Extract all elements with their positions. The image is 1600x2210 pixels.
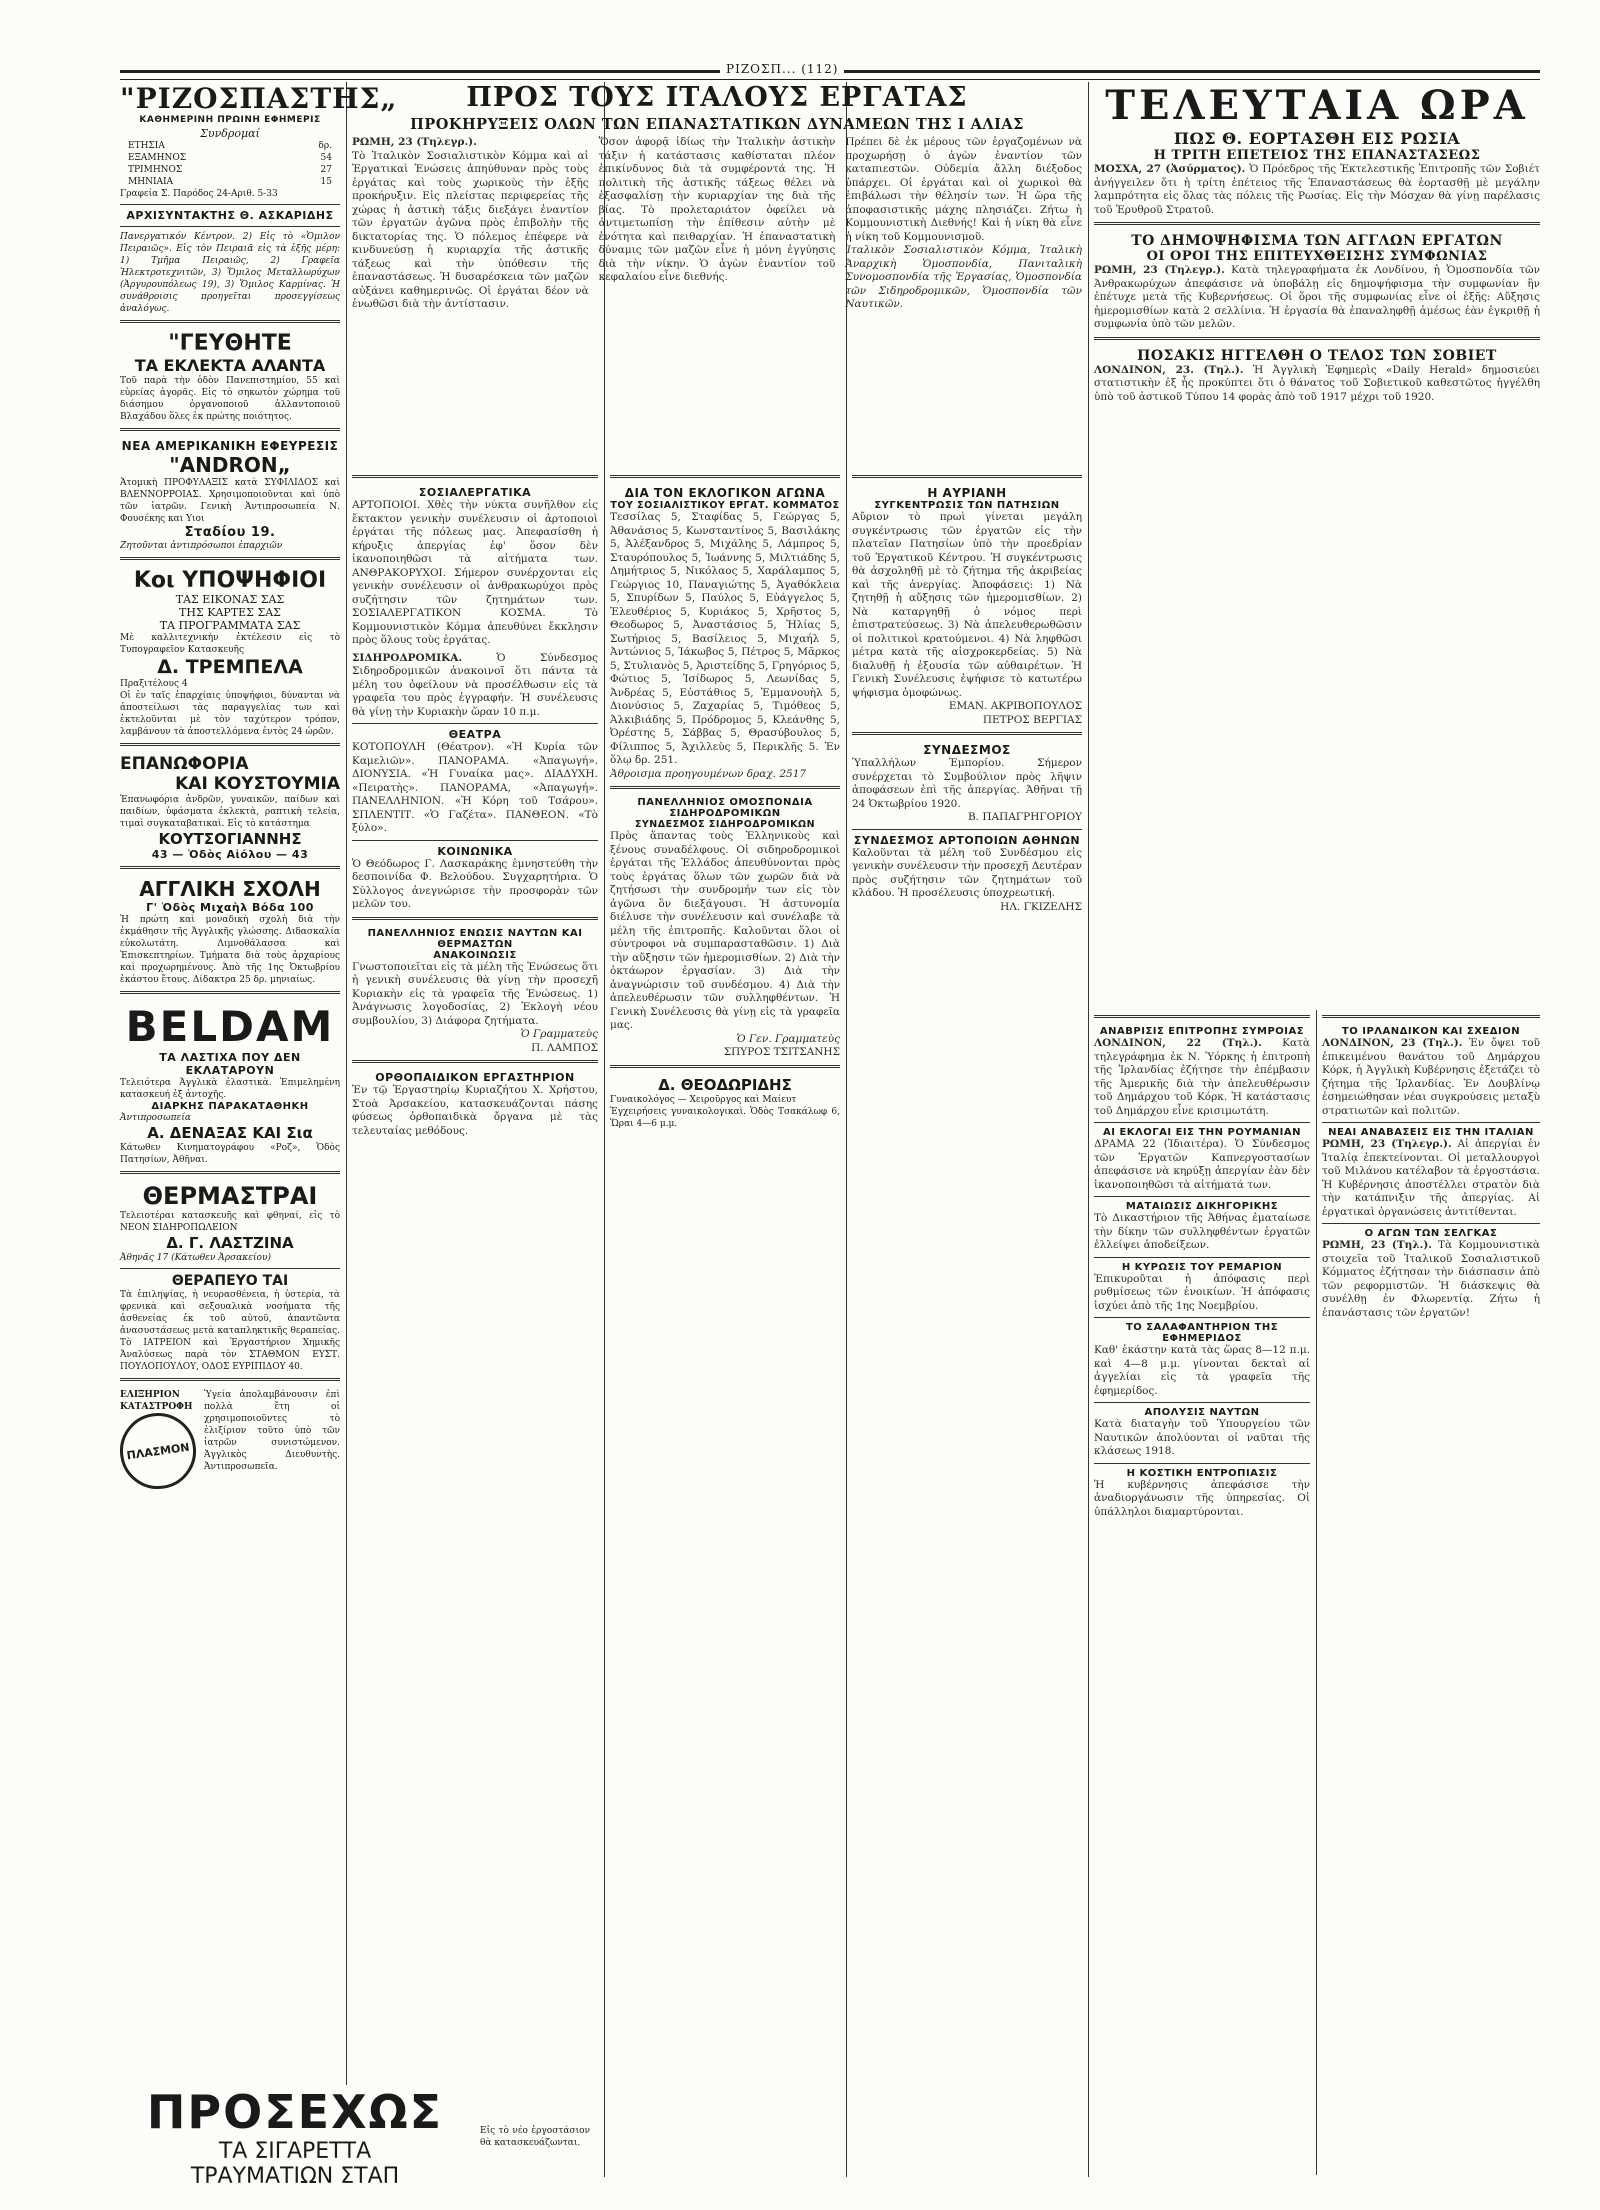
offices: Γραφεία Σ. Παρόδος 24-Αριθ. 5-33 [120,189,278,199]
vote-body: Κατὰ τηλεγραφήματα ἐκ Λονδίνου, ἡ Ὁμοσπονδία τῶν Ἀνθρακωρύχων ἀπεφάσισε νὰ ὑποβάλῃ εἰς δημοψήφισμα τὴν συμφωνίαν ἣν ἐπέτυχε μετὰ τῆς Κυβερνήσεως. Οἱ ὅροι τῆς συμφωνίας εἶνε οἱ ἑξῆς: Αὔξησις ἡμερομισθίων κατὰ 2 σελλίνια. Ἡ ἐργασία θὰ ἐπαναληφθῇ ἀμέσως ἐὰν ἐγκριθῇ ἡ συμφωνία ὑπὸ τῶν μελῶν. [1094,264,1541,330]
vote-subtitle: ΟΙ ΟΡΟΙ ΤΗΣ ΕΠΙΤΕΥΧΘΕΙΣΗΣ ΣΥΜΦΩΝΙΑΣ [1146,249,1488,264]
sailors-sign1: Ὁ Γραμματεὺς [520,1028,598,1040]
sailors-body: Γνωστοποιεῖται εἰς τὰ μέλη τῆς Ἑνώσεως ὅτι ἡ γενικὴ συνέλευσις θὰ γίνῃ τὴν προσεχῆ Κυριακὴν εἰς τὰ γραφεῖα τῆς Ἑνώσεως. 1) Ἀνάγνωσις λογοδοσίας, 2) Ἐκλογὴ νέου συμβουλίου, 3) Διάφορα ζητήματα. [352,960,598,1027]
stoves-addr: Ἀθηνᾶς 17 (Κάτωθεν Ἀρσακείου) [120,1253,271,1263]
cyprus-dateline: ΛΟΝΔΙΝΟΝ, 22 (Τηλ.). [1094,1037,1262,1049]
balkan-body: ΔΡΑΜΑ 22 (Ἰδιαιτέρα). Ὁ Σύνδεσμος τῶν Ἐργατῶν Καπνεργοστασίων ἀπεφάσισε νὰ κηρύξῃ ἀπεργίαν ἐὰν δὲν ἱκανοποιηθῶσι τὰ αἰτήματά των. [1094,1138,1310,1191]
federation-sub: ΣΥΝΔΕΣΜΟΣ ΣΙΔΗΡΟΔΡΟΜΙΚΩΝ [634,819,816,830]
patissia-subtitle: ΣΥΓΚΕΝΤΡΩΣΙΣ ΤΩΝ ΠΑΤΗΣΙΩΝ [874,500,1060,511]
italian-col-1 [352,136,589,312]
social-header: ΚΟΙΝΩΝΙΚΑ [437,844,513,858]
cyprus-body: Κατὰ τηλεγράφημα ἐκ Ν. Ὑόρκης ἡ ἐπιτροπὴ τῆς Ἰρλανδίας ἐζήτησε τὴν ἐπέμβασιν τῆς Ἀμερικῆς διὰ τὴν ἀπελευθέρωσιν τοῦ Δημάρχου τοῦ Κόρκ. Ἡ κατάστασις τοῦ Δημάρχου εἶνε κρισιμωτάτη. [1094,1037,1310,1117]
tourist-body: Καθ' ἑκάστην κατὰ τὰς ὥρας 8—12 π.μ. καὶ 4—8 μ.μ. γίνονται δεκταὶ αἱ ἀγγελίαι εἰς τὰ γραφεῖα τῆς ἐφημερίδος. [1094,1344,1310,1397]
vote-dateline: ΡΩΜΗ, 23 (Τηλεγρ.). [1094,264,1225,276]
cure-title: ΘΕΡΑΠΕΥΟ ΤΑΙ [171,1273,289,1289]
vote-title: ΤΟ ΔΗΜΟΨΗΦΙΣΜΑ ΤΩΝ ΑΓΓΛΩΝ ΕΡΓΑΤΩΝ [1131,233,1503,249]
meeting-sign: Β. ΠΑΠΑΓΡΗΓΟΡΙΟΥ [967,811,1082,823]
left-column [120,82,398,1489]
bakers-sign: ΗΛ. ΓΚΙΖΕΛΗΣ [1000,900,1082,913]
cigarettes-ad [120,2085,590,2195]
notes-column [352,470,598,2170]
soviet-title: ΠΟΣΑΚΙΣ ΗΓΓΕΛΘΗ Ο ΤΕΛΟΣ ΤΩΝ ΣΟΒΙΕΤ [1137,347,1497,364]
column-rule [604,82,605,2177]
italian-subtitle: ΠΡΟΚΗΡΥΞΕΙΣ ΟΛΩΝ ΤΩΝ ΕΠΑΝΑΣΤΑΤΙΚΩΝ ΔΥΝΑΜΕΩΝ ΤΗΣ Ι ΑΛΙΑΣ [410,116,1024,133]
column-rule [846,82,847,2177]
russia-subhead2: Η ΤΡΙΤΗ ΕΠΕΤΕΙΟΣ ΤΗΣ ΕΠΑΝΑΣΤΑΣΕΩΣ [1153,148,1481,163]
price-row: ΕΤΗΣΙΑ δρ. [128,141,332,151]
andron-footer: Ζητοῦνται ἀντιπρόσωποι ἐπαρχιῶν [120,541,283,551]
ireland-body: Ἐν ὄψει τοῦ ἐπικειμένου θανάτου τοῦ Δημάρχου Κόρκ, ἡ Ἀγγλικὴ Κυβέρνησις ἐξετάζει τὸ ζήτημα τῆς Ἰρλανδίας. Ἐν Δουβλίνῳ ἐσημειώθησαν νέαι συγκρούσεις μεταξὺ στρατιωτῶν καὶ πολιτῶν. [1322,1037,1540,1117]
theatre-body: ΚΟΤΟΠΟΥΛΗ (Θέατρον). «Ἡ Κυρία τῶν Καμελιῶν». ΠΑΝΟΡΑΜΑ. «Ἀπαγωγή». ΔΙΟΝΥΣΙΑ. «Ἡ Γυναίκα μας». ΔΙΑΔΥΧΗ. «Πειρατὴς». ΠΑΝΟΡΑΜΑ, «Ἀπαγωγή». ΠΑΝΕΛΛΗΝΙΟΝ. «Ἡ Κόρη τοῦ Τσάρου». ΣΠΛΕΝΤΙΤ. «Ὁ Γαζέτα». ΠΑΝΘΕΟΝ. «Τὸ ξύλο». [352,741,598,834]
andron-address: Σταδίου 19. [184,525,276,540]
theodoridis-name: Δ. ΘΕΟΔΩΡΙΔΗΣ [658,1075,792,1094]
news-dateline: ΡΩΜΗ, 23 (Τηλεγρ.). [1322,1138,1452,1150]
theatre-header: ΘΕΑΤΡΑ [448,728,502,741]
sailors-header: ΠΑΝΕΛΛΗΝΙΟΣ ΕΝΩΣΙΣ ΝΑΥΤΩΝ ΚΑΙ ΘΕΡΜΑΣΤΩΝ [367,927,583,950]
italian-dateline: ΡΩΜΗ, 23 (Τηλεγρ.). [352,136,477,148]
italian-signatures: Ἰταλικὸν Σοσιαλιστικὸν Κόμμα, Ἰταλικὴ Ἀναρχικὴ Ὁμοσπονδία, Πανιταλικὴ Συνομοσπονδία τῆς Ἐργασίας, Ὁμοσπονδία τῶν Σιδηροδρομικῶν, Ὁμοσπονδία τῶν Ναυτικῶν. [845,244,1083,310]
news2-title: Ο ΑΓΩΝ ΤΩΝ ΣΕΛΓΚΑΣ [1364,1228,1498,1239]
cure-body: Τὰ ἐπιληψίας, ἡ νευρασθένεια, ἡ ὑστερία, τὰ φρενικὰ καὶ σεξουαλικὰ νοσήματα τῆς ἀσθενείας ἐκ τοῦ αὐτοῦ, ἀπαντῶντα ἀνασυστάσεως μετὰ καταπληκτικῆς θεραπείας. Τὸ ΙΑΤΡΕΙΟΝ καὶ Ἐργαστήριον Χημικῆς Ἀναλύσεως παρὰ τὸν ΣΤΑΘΜΟΝ ΕΥΣΤ. ΠΟΥΛΟΠΟΥΛΟΥ, ΟΔΟΣ ΕΥΡΙΠΙΔΟΥ 40. [120,1290,340,1372]
candidates-sub1: ΤΑΣ ΕΙΚΟΝΑΣ ΣΑΣ [175,593,285,606]
sidero-body: Ὁ Σύνδεσμος Σιδηροδρομικῶν ἀνακοινοῖ ὅτι πάντα τὰ μέλη του ὀφείλουν νὰ προσέλθωσιν εἰς τὰ γραφεῖα του πρὸς ἐγγραφήν. Ἡ συνέλευσις θὰ γίνῃ τὴν Κυριακὴν ὥραν 10 π.μ. [352,651,598,718]
beldam-title: BELDAM [125,1002,335,1051]
wounded-line: ΤΡΑΥΜΑΤΙΩΝ ΣΤΑΠ [190,2164,400,2189]
school-body: Ἡ πρώτη καὶ μοναδικὴ σχολὴ διὰ τὴν ἐκμάθησιν τῆς Ἀγγλικῆς γλώσσης. Διδασκαλία εὐκολωτάτη. Λιμνοθάλασσα καὶ Ἐπισκεπτηρίων. Τμήματα διὰ τοὺς ἀρχαρίους καὶ προχωρημένους. Ἀπὸ τῆς 1ης Ὀκτωβρίου ἑκάστου ἔτους. Δίδακτρα 25 δρ. μηνιαίως. [120,915,340,985]
tourist-title: ΤΟ ΣΑΛΑΦΑΝΤΗΡΙΟΝ ΤΗΣ ΕΦΗΜΕΡΙΔΟΣ [1125,1322,1279,1344]
cloaks-body: Ἐπανωφόρια ἀνδρῶν, γυναικῶν, παίδων καὶ παιδίων, ὑφάσματα ἐκλεκτὰ, ραπτικὴ τελεία, τιμαὶ συγκαταβατικαὶ. Εἰς τὸ κατάστημα [120,795,340,829]
plasmon-stamp-icon: ΠΛΑΣΜΟΝ [115,1408,201,1494]
right-col-a [1094,1010,1310,2175]
cigarettes-line: ΤΑ ΣΙΓΑΡΕΤΤΑ [218,2139,372,2164]
italian-col-3 [845,136,1082,312]
coop-title: Η ΚΥΡΩΣΙΣ ΤΟΥ ΡΕΜΑΡΙΟΝ [1121,1261,1283,1273]
federation-sign2: ΣΠΥΡΟΣ ΤΣΙΤΣΑΝΗΣ [723,1046,840,1058]
italian-article [352,82,1082,312]
column-rule [346,82,347,2177]
latest-news-banner: ΤΕΛΕΥΤΑΙΑ ΩΡΑ [1105,82,1529,129]
balkan-title: ΑΙ ΕΚΛΟΓΑΙ ΕΙΣ ΤΗΝ ΡΟΥΜΑΝΙΑΝ [1103,1127,1301,1138]
election-body: Τεσσίλας 5, Σταφίδας 5, Γεώργας 5, Ἀθανάσιος 5, Κωνσταντίνος 5, Βασιλάκης 5, Ἀλέξανδρος 5, Μιχάλης 5, Λάμπρος 5, Σταυρόπουλος 5, Ἰωάννης 5, Μιλτιάδης 5, Δημήτριος 5, Νικόλαος 5, Χαράλαμπος 5, Γεώργιος 10, Παναγιώτης 5, Ἀγαθόκλεια 5, Σπυρίδων 5, Παύλος 5, Εὐάγγελος 5, Ἐλευθέριος 5, Κυριάκος 5, Χρῆστος 5, Θεοδωρος 5, Ἀναστάσιος 5, Ἠλίας 5, Σωτήριος 5, Βασίλειος 5, Μιχαήλ 5, Ἀντώνιος 5, Ἰάκωβος 5, Πέτρος 5, Μᾶρκος 5, Στυλιανὸς 5, Ἀριστείδης 5, Γρηγόριος 5, Φώτιος 5, Ἰσίδωρος 5, Λεωνίδας 5, Ἀνδρέας 5, Εὐστάθιος 5, Ἐμμανουὴλ 5, Διονύσιος 5, Ζαχαρίας 5, Τιμόθεος 5, Ἀλκιβιάδης 5, Πρόδρομος 5, Κλεάνθης 5, Ὀρέστης 5, Σάββας 5, Θρασύβουλος 5, Φίλιππος 5, Ἀχιλλεὺς 5, Περικλῆς 5. Ἐν ὅλῳ δρ. 251. [610,511,840,766]
election-total: Ἀθροισμα προηγουμένων δραχ. 2517 [610,767,807,780]
news2-body: Τὰ Κομμουνιστικὰ στοιχεῖα τοῦ Ἰταλικοῦ Σοσιαλιστικοῦ Κόμματος ἐζήτησαν τὴν διάσπασιν ἀπὸ τῶν ρεφορμιστῶν. Ἡ διάσκεψις θὰ συνέλθῃ ἐν Φλωρεντίᾳ. Ζήτω ἡ ἐπανάστασις τῶν ἐργατῶν! [1322,1239,1541,1319]
candidates-sub2: ΤΗΣ ΚΑΡΤΕΣ ΣΑΣ [179,606,281,619]
moscow-body: Ὁ Πρόεδρος τῆς Ἐκτελεστικῆς Ἐπιτροπῆς τῶν Σοβιέτ ἀνήγγειλεν ὅτι ἡ τρίτη ἐπέτειος τῆς Ἐπαναστάσεως θὰ ἑορτασθῇ μὲ μεγάλην λαμπρότητα εἰς ὅλας τὰς πόλεις τῆς Ρωσίας. Εἰς τὴν Μόσχαν θὰ γίνῃ παρέλασις τοῦ Ἐρυθροῦ Στρατοῦ. [1094,163,1540,216]
italian-text-1: Τὸ Ἰταλικὸν Σοσιαλιστικὸν Κόμμα καὶ αἱ Ἐργατικαὶ Ἑνώσεις ἀπηύθυναν πρὸς τοὺς ἐργάτας καὶ τοὺς χωρικοὺς τὴν ἑξῆς προκήρυξιν. Εἰς πλείστας περιφερείας τῆς χώρας ἡ ἀστικὴ τάξις διεξάγει ἐναντίον τῶν ἐργατῶν ἀγῶνα πρὸς ἐπιβολὴν τῆς δικτατορίας της. Ὁ πόλεμος ἐπέφερε νὰ κινδυνεύσῃ ἡ κυριαρχία τῆς ἀστικῆς τάξεως καὶ τὴν ὑπόθεσιν τῆς ἐπαναστάσεως. Ἡ δυσαρέσκεια τῶν μαζῶν αὐξάνει καθημερινῶς. Οἱ ἐργάται δέον νὰ ἑνωθῶσι διὰ τὴν ἀντίστασιν. [352,149,589,310]
editor: ΑΡΧΙΣΥΝΤΑΚΤΗΣ Θ. ΑΣΚΑΡΙΔΗΣ [126,209,334,222]
election-column [610,470,840,2170]
price-row: ΤΡΙΜΗΝΟΣ 27 [128,165,332,175]
cloaks-name: ΚΟΥΤΣΟΓΙΑΝΝΗΣ [158,830,302,848]
italian-title: ΠΡΟΣ ΤΟΥΣ ΙΤΑΛΟΥΣ ΕΡΓΑΤΑΣ [466,82,968,113]
federation-title: ΠΑΝΕΛΛΗΝΙΟΣ ΟΜΟΣΠΟΝΔΙΑ ΣΙΔΗΡΟΔΡΟΜΙΚΩΝ [637,797,813,819]
pol-body: Ἡ κυβέρνησις ἀπεφάσισε τὴν ἀναδιοργάνωσιν τῆς ὑπηρεσίας. Οἱ ὑπάλληλοι διαμαρτύρονται. [1094,1478,1310,1518]
pol-title: Η ΚΟΣΤΙΚΗ ΕΝΤΡΟΠΙΑΣΙΣ [1126,1467,1278,1479]
andron-body: Ἀτομικὴ ΠΡΟΦΥΛΑΞΙΣ κατὰ ΣΥΦΙΛΙΔΟΣ καὶ ΒΛΕΝΝΟΡΡΟΙΑΣ. Χρησιμοποιοῦνται καὶ ὑπὸ τῶν ἰατρῶν. Γενικὴ Ἀντιπροσωπεία Ν. Φουσέκης και Υιοι [120,478,340,524]
cyprus-title: ΑΝΑΒΡΙΣΙΣ ΕΠΙΤΡΟΠΗΣ ΣΥΜΡΟΙΑΣ [1099,1026,1305,1037]
italian-text-2: Ὅσον ἀφορᾷ ἰδίως τὴν Ἰταλικὴν ἀστικὴν τάξιν ἡ κατάστασις καθίσταται πλέον ἐπικίνδυνος διὰ τὰ συμφέροντά της. Ἡ πολιτικὴ τῆς ἀστικῆς τάξεως θέλει νὰ ἐξασφαλίσῃ τὴν κυριαρχίαν της διὰ τῆς βίας. Τὸ προλεταριάτον ὀφείλει νὰ ἀντιμετωπίσῃ τὴν ἐπίθεσιν αὐτὴν μὲ ἑνότητα καὶ πειθαρχίαν. Ἡ ἐπαναστατικὴ δύναμις τῶν μαζῶν εἶνε ἡ μόνη ἐγγύησις διὰ τὴν νίκην. Ὁ ἀγὼν ἐναντίον τοῦ κεφαλαίου εἶνε διεθνής. [598,136,836,283]
meeting-title: ΣΥΝΔΕΣΜΟΣ [923,743,1011,757]
column-rule [1088,82,1089,2177]
news-title: ΝΕΑΙ ΑΝΑΒΑΣΕΙΣ ΕΙΣ ΤΗΝ ΙΤΑΛΙΑΝ [1328,1127,1534,1138]
sailors-sub: ΑΝΑΚΟΙΝΩΣΙΣ [433,949,517,961]
candidates-name: Δ. ΤΡΕΜΠΕΛΑ [157,656,303,678]
socialist-header: ΣΟΣΙΑΛΕΡΓΑΤΙΚΑ [418,486,532,499]
candidates-sub4: Μὲ καλλιτεχνικὴν ἐκτέλεσιν εἰς τὸ Τυπογραφεῖον Κατασκευῆς [120,633,340,655]
candidates-title: Κοι ΥΠΟΨΗΦΙΟΙ [133,568,327,593]
election-subtitle: ΤΟΥ ΣΟΣΙΑΛΙΣΤΙΚΟΥ ΕΡΓΑΤ. ΚΟΜΜΑΤΟΣ [610,500,840,511]
masthead-title: "ΡΙΖΟΣΠΑΣΤΗΣ„ [120,82,398,115]
coop-body: Ἐπικυροῦται ἡ ἀπόφασις περὶ ρυθμίσεως τῶν ἐνοικίων. Ἡ ἀπόφασις ἰσχύει ἀπὸ τῆς 1ης Νοεμβρίου. [1094,1272,1310,1312]
patissia-sign2: ΠΕΤΡΟΣ ΒΕΡΓΙΑΣ [982,713,1082,726]
candidates-sub3: ΤΑ ΠΡΟΓΡΑΜΜΑΤΑ ΣΑΣ [159,619,301,632]
column-rule [1316,1010,1317,2175]
andron-title: "ANDRON„ [169,453,291,477]
patissia-sign: ΕΜΑΝ. ΑΚΡΙΒΟΠΟΥΛΟΣ [948,700,1082,712]
beldam-depot-sub: Ἀντιπροσωπεία [120,1113,191,1123]
price-list [120,140,340,188]
italian-text-3: Πρέπει δὲ ἐκ μέρους τῶν ἐργαζομένων νὰ προχωρήσῃ ὁ ἀγὼν ἐναντίον τῶν καταπιεστῶν. Οὐδεμία ἄλλη διέξοδος ὑπάρχει. Οἱ ἐργάται καὶ οἱ χωρικοὶ θὰ ἐπιβάλωσι τὴν θέλησίν των. Ἡ ὥρα τῆς ἀποφασιστικῆς μάχης πλησιάζει. Ζήτω ἡ Κομμουνιστικὴ Διεθνής! Καὶ ἡ νίκη θὰ εἶνε ἡ νίκη τοῦ Κομμουνισμοῦ. [845,136,1083,243]
sidero-label: ΣΙΔΗΡΟΔΡΟΜΙΚΑ. [352,651,463,664]
school-addr: Γ' Ὁδὸς Μιχαὴλ Βόδα 100 [146,901,314,914]
federation-sign1: Ὁ Γεν. Γραμματεὺς [736,1032,840,1045]
ireland-dateline: ΛΟΝΔΙΝΟΝ, 23 (Τηλ.). [1322,1037,1463,1049]
beldam-sub: ΤΑ ΛΑΣΤΙΧΑ ΠΟΥ ΔΕΝ ΕΚΛΑΤΑΡΟΥΝ [159,1051,301,1077]
bakers-body: Καλοῦνται τὰ μέλη τοῦ Συνδέσμου εἰς γενικὴν συνέλευσιν τὴν προσεχῆ Δευτέραν πρὸς συζήτησιν τῶν ζητημάτων τοῦ κλάδου. Ἡ προσέλευσις ὑποχρεωτική. [852,846,1082,899]
beldam-name: Α. ΔΕΝΑΞΑΣ ΚΑΙ Σια [147,1124,313,1142]
school-title: ΑΓΓΛΙΚΗ ΣΧΟΛΗ [139,877,321,901]
moscow-columns [1094,163,1540,217]
medic-body: Ὑγεία ἀπολαμβάνουσιν ἐπὶ πολλὰ ἔτη οἱ χρησιμοποιοῦντες τὸ ἐλιξίριον τοῦτο ὑπὸ τῶν ἰατρῶν συνιστώμενον. Ἀγγλικὸς Διευθυντὴς. Ἀντιπροσωπεῖα. [204,1390,340,1472]
navy-title: ΑΠΟΛΥΣΙΣ ΝΑΥΤΩΝ [1144,1407,1260,1418]
bakers-title: ΣΥΝΔΕΣΜΟΣ ΑΡΤΟΠΟΙΩΝ ΑΘΗΝΩΝ [853,833,1081,847]
beldam-body: Τελειότερα Ἀγγλικὰ ἐλαστικὰ. Ἐπιμελημένη κατασκευή ἐξ ἀντοχῆς. [120,1078,340,1100]
meeting-body: Ὑπαλλήλων Ἐμπορίου. Σήμερον συνέρχεται τὸ Συμβούλιον πρὸς λῆψιν ἀποφάσεων ἐπὶ τῆς ἀπεργίας. Ἀθῆναι τῇ 24 Ὀκτωβρίου 1920. [852,757,1082,810]
navy-body: Κατὰ διαταγὴν τοῦ Ὑπουργείου τῶν Ναυτικῶν ἀπολύονται οἱ ναῦται τῆς κλάσεως 1918. [1094,1418,1310,1457]
federation-body: Πρὸς ἅπαντας τοὺς Ἑλληνικοὺς καὶ ξένους συναδέλφους. Οἱ σιδηροδρομικοὶ ἐργάται τῆς Ἑλλάδος ἀπευθύνονται πρὸς τοὺς ἐργάτας ὅλων τῶν χωρῶν διὰ νὰ ζητήσωσι τὴν συνδρομήν των εἰς τὸν ἀγῶνα ὃν διεξάγουσι. Ἡ ἀστυνομία διέλυσε τὴν συνέλευσιν καὶ συνέλαβε τὰ μέλη τῆς ἐπιτροπῆς. Καλοῦνται ὅλοι οἱ σύντροφοι νὰ συμπαρασταθῶσιν. 1) Διὰ τὴν αὔξησιν τῶν ἡμερομισθίων. 2) Διὰ τὴν ὀκτάωρον ἐργασίαν. 3) Διὰ τὴν ἀναγνώρισιν τοῦ συνδέσμου. 4) Διὰ τὴν ἀπελευθέρωσιν τῶν συλληφθέντων. Ἡ Γενικὴ Συνέλευσις θὰ γίνῃ εἰς τὰ γραφεῖα μας. [610,830,840,1031]
price-row: ΜΗΝΙΑΙΑ 15 [128,177,332,187]
sailors2-body: Τὸ Δικαστήριον τῆς Ἀθήνας ἐματαίωσε τὴν δίκην τῶν συλληφθέντων ἐργατῶν ἐλλείψει ἀποδείξεων. [1094,1212,1310,1251]
theodoridis-addr: Ἐγχειρήσεις γυναικολογικαὶ. Ὁδὸς Τσακάλωφ 6, Ὥραι 4—6 μ.μ. [610,1106,840,1129]
taste-ad-sub: ΤΑ ΕΚΛΕΚΤΑ ΑΛΑΝΤΑ [134,356,326,375]
subscriptions-label: Συνδρομαί [200,127,260,140]
sailors-sign2: Π. ΛΑΜΠΟΣ [531,1041,598,1054]
price-row: ΕΞΑΜΗΝΟΣ 54 [128,153,332,163]
orthop-header: ΟΡΘΟΠΑΙΔΙΚΟΝ ΕΡΓΑΣΤΗΡΙΟΝ [375,1071,575,1084]
sailors2-title: ΜΑΤΑΙΩΣΙΣ ΔΙΚΗΓΟΡΙΚΗΣ [1125,1201,1279,1212]
beldam-depot: ΔΙΑΡΚΗΣ ΠΑΡΑΚΑΤΑΘΗΚΗ [151,1101,309,1112]
candidates-addr: Πραξιτέλους 4 [120,679,188,689]
social-body: Ὁ Θεόδωρος Γ. Λασκαράκης ἐμνηστεύθη τὴν δεσποινίδα Φ. Βελούδου. Συγχαρητήρια. Ὁ Σύλλογος ἀνεγνώρισε τὴν προσφορὰν τῶν μελῶν του. [352,857,598,910]
russia-subhead: ΠΩΣ Θ. ΕΟΡΤΑΣΘΗ ΕΙΣ ΡΩΣΙΑ [1173,129,1461,148]
patissia-body: Αὔριον τὸ πρωὶ γίνεται μεγάλη συγκέντρωσις τῶν ἐργατῶν εἰς τὴν πλατεῖαν Πατησίων ὑπὸ τὴν προεδρίαν τοῦ Ἐργατικοῦ Κέντρου. Ἡ συγκέντρωσις θὰ ἀσχοληθῇ μὲ τὸ ζήτημα τῆς ἀκριβείας καὶ τῆς ἀνεργίας. Ἀποφάσεις: 1) Νὰ ζητηθῇ ἡ αὔξησις τῶν ἡμερομισθίων. 2) Νὰ καταργηθῇ ὁ νόμος περὶ ἐπιστρατεύσεως. 3) Νὰ ἀπελευθερωθῶσιν οἱ πολιτικοὶ κρατούμενοι. 4) Νὰ ληφθῶσι μέτρα κατὰ τῆς αἰσχροκερδείας. 5) Νὰ διαλυθῇ ἡ ἐξουσία τῶν αὐθαιρέτων. Ἡ Γενικὴ Συνέλευσις ἐψήφισε τὸ κατωτέρω ψήφισμα ὁμοφώνως. [852,511,1082,699]
election-title: ΔΙΑ ΤΟΝ ΕΚΛΟΓΙΚΟΝ ΑΓΩΝΑ [624,486,826,500]
news2-dateline: ΡΩΜΗ, 23 (Τηλ.). [1322,1239,1432,1251]
moscow-dateline: ΜΟΣΧΑ, 27 (Ἀσύρματος). [1094,163,1246,175]
stoves-body: Τελειοτέραι κατασκευῆς καὶ φθηναί, εἰς τὸ ΝΕΟΝ ΣΙΔΗΡΟΠΩΛΕΙΟΝ [120,1211,340,1233]
stoves-name: Δ. Γ. ΛΑΣΤΖΙΝΑ [166,1234,294,1252]
cloaks-title: ΕΠΑΝΩΦΟΡΙΑ [120,754,249,774]
cigarettes-note: Εἰς τὸ νέο ἐργοστάσιον θὰ κατασκευάζωνται. [480,2126,590,2148]
right-col-b [1322,1010,1540,2175]
patissia-column [852,470,1082,2170]
stoves-title: ΘΕΡΜΑΣΤΡΑΙ [142,1182,318,1210]
stamp-badge: ΕΛΙΞΗΡΙΟΝ ΚΑΤΑΣΤΡΟΦΗ [120,1390,193,1412]
editor-note: Πανεργατικόν Κέντρον. 2) Εἰς τὸ «Ὁμιλον Πειραιῶς». Εἰς τὸν Πειραιᾶ εἰς τὰ ἑξῆς μέρη: 1) Τμῆμα Πειραιῶς, 2) Γραφεῖα Ἠλεκτροτεχνιτῶν, 3) Ὅμιλος Μεταλλωρύχων (Ἀργυρουπόλεως 19), 3) Ὅμιλος Καρμίνας. Ἡ συνάθροισις προηγεῖται προσεγγίσεως ἀναλόγως. [120,232,340,314]
right-section [1094,82,1540,404]
patissia-title: Η ΑΥΡΙΑΝΗ [927,486,1007,500]
socialist-body: ΑΡΤΟΠΟΙΟΙ. Χθὲς τὴν νύκτα συνῆλθον εἰς ἔκτακτον γενικὴν συνέλευσιν οἱ ἀρτοποιοὶ ἐργάται τῆς πόλεως μας. Ἀπεφασίσθη ἡ κήρυξις ἀπεργίας ἐφ' ὅσον δὲν ἱκανοποιηθῶσι τὰ αἰτήματα των. ΑΝΘΡΑΚΟΡΥΧΟΙ. Σήμερον συνέρχονται εἰς γενικὴν συνέλευσιν οἱ ἀνθρακωρύχοι πρὸς συζήτησιν τῶν ζητημάτων των. ΣΟΣΙΑΛΕΡΓΑΤΙΚΟΝ ΚΟΣΜΑ. Τὸ Κομμουνιστικὸν Κόμμα ἀπευθύνει ἔκκλησιν πρὸς ὅλους τοὺς ἐργάτας. [352,499,598,646]
cloaks-sub: ΚΑΙ ΚΟΥΣΤΟΥΜΙΑ [175,774,340,794]
news-body: Αἱ ἀπεργίαι ἐν Ἰταλίᾳ ἐπεκτείνονται. Οἱ μεταλλουργοὶ τοῦ Μιλάνου κατέλαβον τὰ ἐργοστάσια. Ἡ Κυβέρνησις ἀποστέλλει στρατὸν διὰ τὴν κατάπνιξιν τῆς ἀπεργίας. Αἱ ἐργατικαὶ ὀργανώσεις ἀντιτίθενται. [1322,1138,1540,1218]
theodoridis-sub: Γυναικολόγος — Χειροῦργος καὶ Μαίευτ [610,1094,797,1105]
stamp-ad [120,1389,340,1489]
candidates-body: Οἱ ἐν ταῖς ἐπαρχίαις ὑποψήφιοι, δύνανται νὰ ἀποστείλωσι τὰς παραγγελίας των καὶ ἐκτελοῦνται μὲ τὸν ταχύτερον τρόπον, λαμβάνουν τὰ ἀποστελλόμενα ἐντὸς 24 ὡρῶν. [120,691,340,737]
andron-intro: ΝΕΑ ΑΜΕΡΙΚΑΝΙΚΗ ΕΦΕΥΡΕΣΙΣ [121,439,339,453]
italian-col-2 [599,136,836,312]
ireland-title: ΤΟ ΙΡΛΑΝΔΙΚΟΝ ΚΑΙ ΣΧΕΔΙΟΝ [1341,1026,1521,1037]
stamp-block [120,1389,198,1489]
soviet-dateline: ΛΟΝΔΙΝΟΝ, 23. (Τηλ.). [1094,363,1244,376]
italian-columns [352,136,1082,312]
beldam-addr: Κάτωθεν Κινηματογράφου «Ροζ», Ὁδὸς Πατησίων, Ἀθῆναι. [120,1143,340,1165]
masthead-subtitle: ΚΑΘΗΜΕΡΙΝΗ ΠΡΩΙΝΗ ΕΦΗΜΕΡΙΣ [139,115,321,125]
taste-ad-title: "ΓΕΥΘΗΤΕ [168,331,292,356]
taste-ad-body: Τοῦ παρὰ τὴν ὁδὸν Πανεπιστημίου, 55 καὶ εὐρείας ἀγορᾶς. Εἰς τὸ σηκωτὸν χώρημα τοῦ διάσημου ὀργανοποιοῦ ἀλλαντοποιοῦ Βλαχάδου ὅλες ἐκ πρώτης ποιότητος. [120,376,340,422]
soviet-body: Ἡ Ἀγγλικὴ Ἐφημερὶς «Daily Herald» δημοσιεύει στατιστικὴν ἐξ ἧς προκύπτει ὅτι ὁ θάνατος τοῦ Σοβιετικοῦ καθεστῶτος ἠγγέλθη ὑπὸ τοῦ ἀστικοῦ Τύπου 14 φορὰς ἀπὸ τοῦ 1917 μέχρι τοῦ 1920. [1094,363,1540,403]
orthop-body: Ἐν τῷ Ἐργαστηρίῳ Κυριαζήτου Χ. Χρήστου, Στοὰ Ἀρσακείου, κατασκευάζονται πάσης φύσεως ὀρθοπαιδικὰ ὄργανα μὲ τὰς τελευταίας μεθόδους. [352,1084,598,1137]
prosexos-title: ΠΡΟΣΕΧΩΣ [146,2085,444,2139]
cloaks-addr: 43 — Ὁδὸς Αἰόλου — 43 [151,848,309,861]
page-header: ΡΙΖΟΣΠ... (112) [720,62,844,76]
